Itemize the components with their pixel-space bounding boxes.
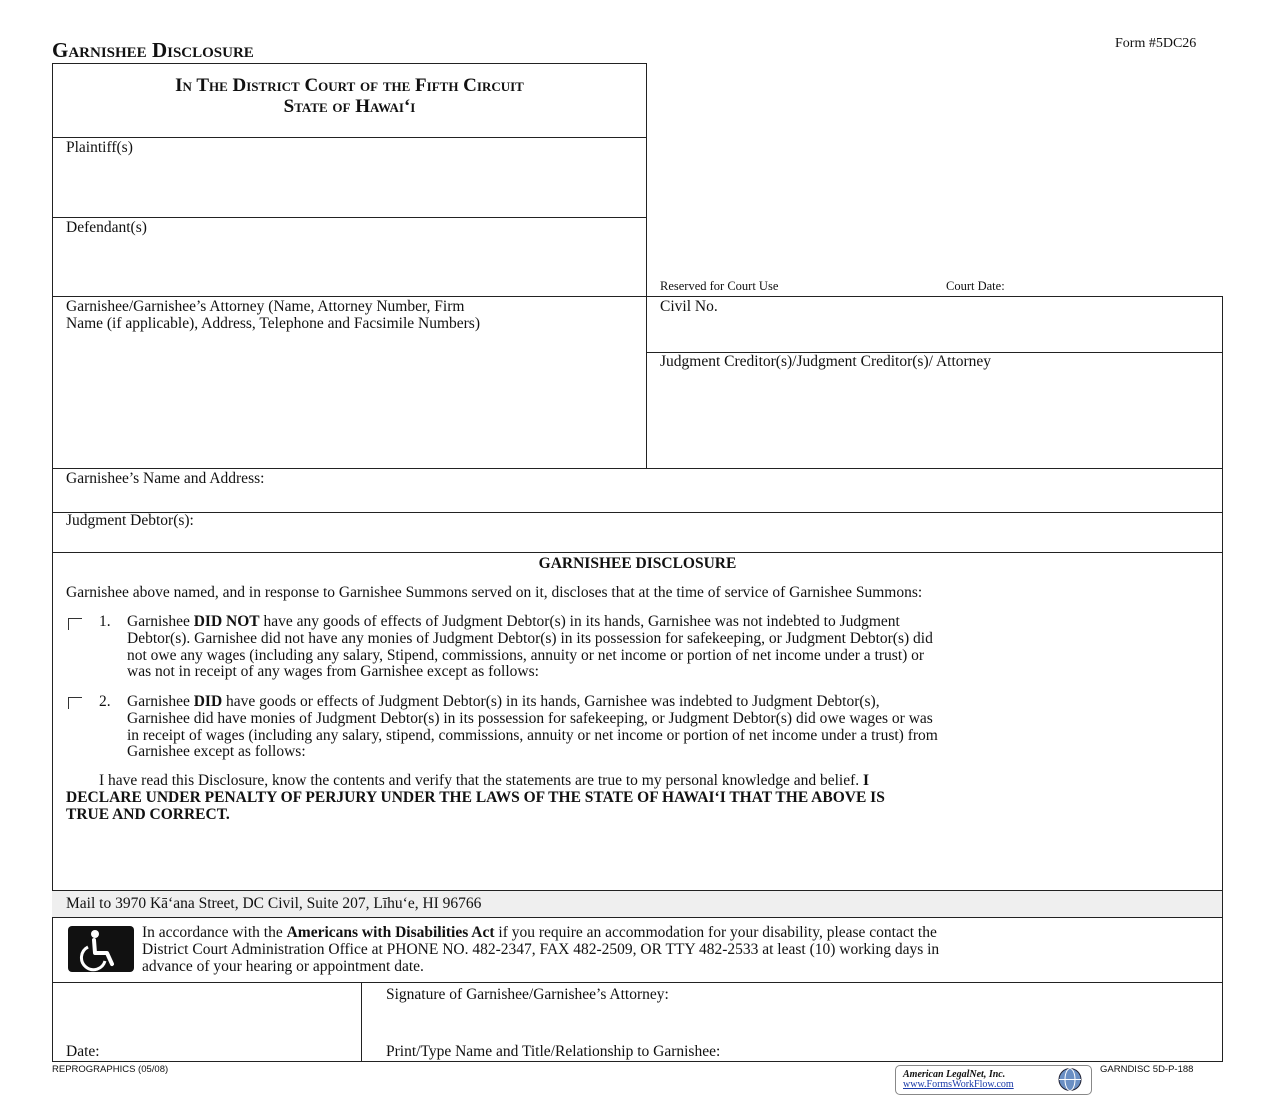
- did-not-checkbox[interactable]: [68, 618, 82, 630]
- item-2-prefix: Garnishee: [127, 693, 190, 710]
- court-date-label: Court Date:: [946, 279, 1005, 293]
- item-2-line-4: Garnishee except as follows:: [127, 743, 306, 761]
- defendant-label: Defendant(s): [66, 219, 147, 236]
- verification-text: I have read this Disclosure, know the contents and verify that the statements are true to my personal knowledge and belief.: [99, 772, 860, 789]
- form-number: Form #5DC26: [1115, 36, 1197, 51]
- creditor-label: Judgment Creditor(s)/Judgment Creditor(s)/ Attorney: [660, 353, 992, 370]
- court-line-2: State of Hawai‘i: [283, 96, 416, 117]
- legalnet-url[interactable]: www.FormsWorkFlow.com: [903, 1079, 1014, 1090]
- debtor-label: Judgment Debtor(s):: [66, 512, 194, 529]
- verification-line-1: [66, 773, 1216, 790]
- item-2-line-3: in receipt of wages (including any salary, stipend, commissions, annuity or net income or portion of net income under a trust) from: [127, 726, 938, 744]
- divider: [52, 217, 647, 218]
- form-right-border: [1222, 296, 1223, 1062]
- ada-line-1: [142, 925, 939, 942]
- divider: [52, 137, 647, 138]
- divider: [52, 512, 1223, 513]
- disclosure-intro: Garnishee above named, and in response to Garnishee Summons served on it, discloses that at the time of service of Garnishee Summons:: [66, 584, 923, 601]
- verification-line-3: TRUE AND CORRECT.: [66, 805, 230, 823]
- item-1-number: 1.: [99, 613, 111, 630]
- verification-line-2: DECLARE UNDER PENALTY OF PERJURY UNDER THE LAWS OF THE STATE OF HAWAI‘I THAT THE ABOVE IS: [66, 788, 885, 806]
- item-2-line-2: Garnishee did have monies of Judgment Debtor(s) in its possession for safekeeping, or Judgment Debtor(s) did owe wages or was: [127, 709, 933, 727]
- item-1-emphasis: DID NOT: [193, 613, 260, 630]
- legalnet-badge[interactable]: [895, 1065, 1092, 1095]
- item-2-emphasis: DID: [193, 693, 223, 710]
- divider: [52, 552, 1223, 553]
- caption-top-border: [52, 63, 647, 64]
- item-1-line-2: Debtor(s). Garnishee did not have any monies of Judgment Debtor(s) in its possession for safekeeping, or Judgment Debtor(s) did: [127, 629, 933, 647]
- attorney-label-line-2: Name (if applicable), Address, Telephone and Facsimile Numbers): [66, 315, 480, 332]
- reprographics-label: REPROGRAPHICS (05/08): [52, 1064, 169, 1075]
- did-checkbox[interactable]: [68, 697, 82, 709]
- ada-act-name: Americans with Disabilities Act: [286, 924, 495, 941]
- form-code: GARNDISC 5D-P-188: [1100, 1064, 1194, 1075]
- wheelchair-icon: [68, 926, 134, 972]
- ada-line-1-text: if you require an accommodation for your disability, please contact the: [498, 924, 937, 941]
- print-name-label: Print/Type Name and Title/Relationship to Garnishee:: [386, 1043, 721, 1060]
- item-1-text: [127, 614, 933, 681]
- caption-right-border: [646, 63, 647, 469]
- item-1-line-3: not owe any wages (including any salary, Stipend, commissions, annuity or net income or portion of net income under a trust) or: [127, 646, 925, 664]
- item-2-text: [127, 694, 938, 761]
- garnishee-name-label: Garnishee’s Name and Address:: [66, 470, 265, 487]
- divider: [52, 296, 1223, 297]
- verification-statement: [66, 773, 1216, 823]
- item-2-line-1-text: have goods or effects of Judgment Debtor(s) in its hands, Garnishee was indebted to Judgment Debtor(s),: [226, 693, 880, 710]
- item-2-number: 2.: [99, 693, 111, 710]
- mail-address: Mail to 3970 Kā‘ana Street, DC Civil, Suite 207, Līhu‘e, HI 96766: [66, 895, 482, 912]
- signature-label: Signature of Garnishee/Garnishee’s Attorney:: [386, 986, 669, 1003]
- verification-bold-start: I: [863, 772, 870, 789]
- form-bottom-border: [52, 1061, 1223, 1062]
- reserved-label: Reserved for Court Use: [660, 279, 779, 293]
- ada-line-2: District Court Administration Office at PHONE NO. 482-2347, FAX 482-2509, OR TTY 482-2533 at least (10) working days in: [142, 940, 940, 958]
- item-1-line-1-text: have any goods of effects of Judgment Debtor(s) in its hands, Garnishee was not indebted to Judgment: [263, 613, 900, 630]
- item-1-prefix: Garnishee: [127, 613, 190, 630]
- item-2-line-1: [127, 694, 938, 711]
- attorney-label: [66, 298, 480, 332]
- date-label: Date:: [66, 1043, 100, 1060]
- document-title: Garnishee Disclosure: [52, 38, 254, 62]
- legalnet-brand: American LegalNet, Inc.: [903, 1069, 1006, 1080]
- item-1-line-1: [127, 614, 933, 631]
- divider: [52, 468, 1223, 469]
- ada-line-3: advance of your hearing or appointment date.: [142, 957, 424, 975]
- globe-icon: [1056, 1067, 1084, 1092]
- civil-no-label: Civil No.: [660, 298, 718, 315]
- attorney-label-line-1: Garnishee/Garnishee’s Attorney (Name, Attorney Number, Firm: [66, 298, 465, 315]
- court-line-1: In The District Court of the Fifth Circuit: [175, 75, 524, 96]
- disclosure-heading: GARNISHEE DISCLOSURE: [538, 555, 737, 572]
- signature-divider: [361, 982, 362, 1062]
- item-1-line-4: was not in receipt of any wages from Garnishee except as follows:: [127, 663, 539, 681]
- plaintiff-label: Plaintiff(s): [66, 139, 133, 156]
- ada-notice: [142, 925, 939, 975]
- ada-prefix: In accordance with the: [142, 924, 283, 941]
- court-name: [52, 75, 647, 117]
- divider: [52, 982, 1223, 983]
